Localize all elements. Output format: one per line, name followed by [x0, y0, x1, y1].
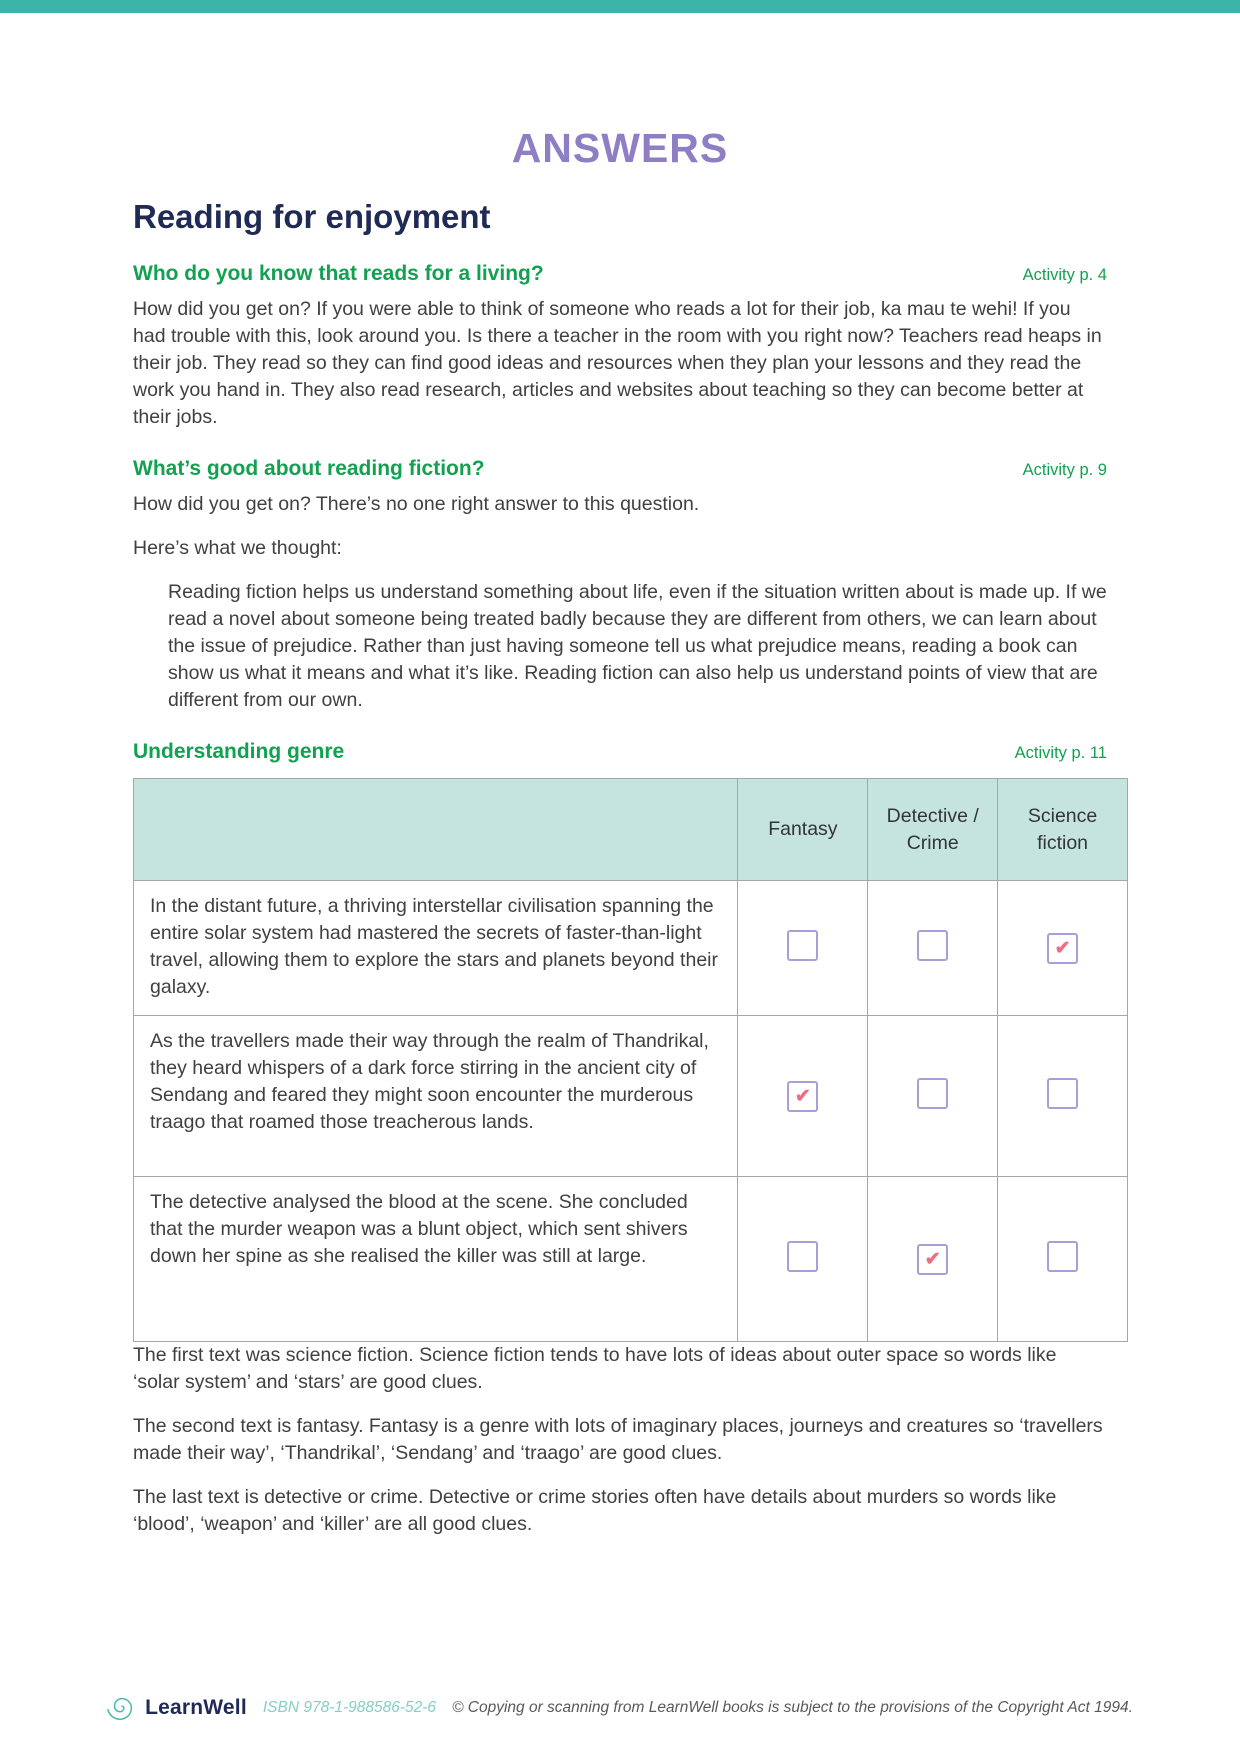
activity-reference: Activity p. 11	[1014, 744, 1107, 762]
answers-title: ANSWERS	[511, 125, 729, 171]
genre-excerpt-text: In the distant future, a thriving interstellar civilisation spanning the entire solar system had mastered the secrets of faster-than-light travel, allowing them to explore the stars and planets beyond their galaxy.	[134, 881, 738, 1016]
checkbox-fantasy[interactable]	[787, 930, 818, 961]
page-footer	[0, 1693, 1240, 1723]
activity-reference: Activity p. 9	[1022, 461, 1107, 479]
body-paragraph: How did you get on? There’s no one right answer to this question.	[133, 493, 700, 515]
body-paragraph: How did you get on? If you were able to think of someone who reads a lot for their job, ka mau te wehi! If you had trouble with this, look around you. Is there a teacher in the room with you right now? Teachers read heaps in their job. They read so they can find good ideas and resources when they plan your lessons and they read the work you hand in. They also read research, articles and websites about teaching so they can become better at their jobs.	[133, 298, 1102, 428]
checkbox-science-fiction[interactable]: ✔	[1047, 933, 1078, 964]
section-header-row	[133, 262, 1107, 286]
checkbox-detective-crime[interactable]	[917, 930, 948, 961]
top-accent-bar	[0, 0, 1240, 13]
page-content	[0, 125, 1240, 1538]
column-header-detective-crime: Detective / Crime	[868, 779, 998, 881]
section-header-row	[133, 740, 1107, 764]
genre-table	[133, 778, 1128, 1342]
checkbox-fantasy[interactable]: ✔	[787, 1081, 818, 1112]
genre-excerpt-text: The detective analysed the blood at the scene. She concluded that the murder weapon was a blunt object, which sent shivers down her spine as she realised the killer was still at large.	[134, 1177, 738, 1342]
indented-answer-paragraph: Reading fiction helps us understand something about life, even if the situation written about is made up. If we read a novel about someone being treated badly because they are different from others, we can learn about the issue of prejudice. Rather than just having someone tell us what prejudice means, reading a book can show us what it means and what it’s like. Reading fiction can also help us understand points of view that are different from our own.	[168, 581, 1107, 711]
isbn-text: ISBN 978-1-988586-52-6	[262, 1699, 437, 1716]
table-row	[134, 1177, 1128, 1342]
checkbox-fantasy[interactable]	[787, 1241, 818, 1272]
section-heading-understanding-genre: Understanding genre	[133, 740, 345, 763]
genre-table-header-row	[134, 779, 1128, 881]
body-paragraph: Here’s what we thought:	[133, 537, 342, 559]
table-row	[134, 881, 1128, 1016]
conclusion-paragraph: The first text was science fiction. Science fiction tends to have lots of ideas about outer space so words like ‘solar system’ and ‘stars’ are good clues.	[133, 1344, 1057, 1393]
section-heading-reading-fiction: What’s good about reading fiction?	[133, 457, 485, 480]
checkbox-detective-crime[interactable]: ✔	[917, 1244, 948, 1275]
copyright-text: © Copying or scanning from LearnWell books is subject to the provisions of the Copyright Act 1994.	[452, 1699, 1133, 1716]
learnwell-logo-icon	[107, 1693, 137, 1723]
conclusion-paragraph: The last text is detective or crime. Detective or crime stories often have details about murders so words like ‘blood’, ‘weapon’ and ‘killer’ are all good clues.	[133, 1486, 1057, 1535]
checkbox-science-fiction[interactable]	[1047, 1078, 1078, 1109]
brand-name: LearnWell	[145, 1696, 247, 1719]
section-header-row	[133, 457, 1107, 481]
section-heading-reads-for-living: Who do you know that reads for a living?	[133, 262, 544, 285]
conclusion-paragraph: The second text is fantasy. Fantasy is a genre with lots of imaginary places, journeys and creatures so ‘travellers made their way’, ‘Thandrikal’, ‘Sendang’ and ‘traago’ are good clues.	[133, 1415, 1103, 1464]
table-row	[134, 1016, 1128, 1177]
checkbox-detective-crime[interactable]	[917, 1078, 948, 1109]
activity-reference: Activity p. 4	[1022, 266, 1107, 284]
page-title: Reading for enjoyment	[133, 198, 491, 235]
genre-table-corner-cell	[134, 779, 738, 881]
learnwell-brand	[107, 1693, 247, 1723]
column-header-science-fiction: Science fiction	[998, 779, 1128, 881]
checkbox-science-fiction[interactable]	[1047, 1241, 1078, 1272]
genre-excerpt-text: As the travellers made their way through the realm of Thandrikal, they heard whispers of a dark force stirring in the ancient city of Sendang and feared they might soon encounter the murderous traago that roamed those treacherous lands.	[134, 1016, 738, 1177]
column-header-fantasy: Fantasy	[738, 779, 868, 881]
